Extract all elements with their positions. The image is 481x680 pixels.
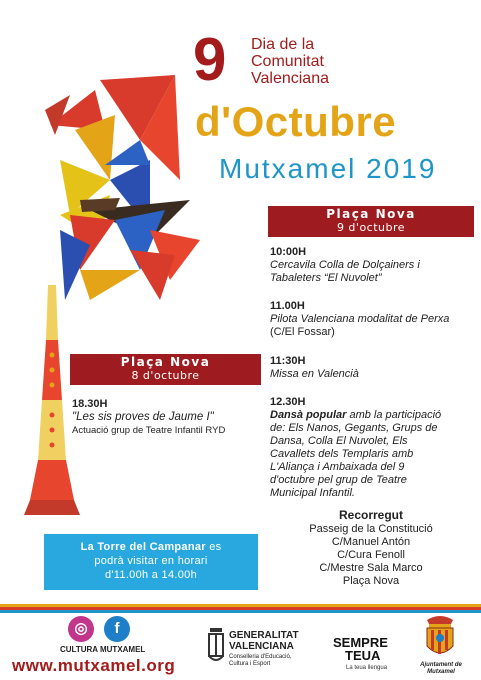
- sempre-teua-sub: La teua llengua: [346, 665, 388, 671]
- event-1: 10:00H Cercavila Colla de Dolçainers i Tabaleters “El Nuvolet”: [270, 246, 420, 284]
- stripe-blue: [0, 610, 481, 613]
- facebook-icon[interactable]: f: [104, 616, 130, 642]
- generalitat-name: GENERALITAT VALENCIANA: [229, 630, 299, 652]
- event-2: 11.00H Pilota Valenciana modalitat de Perxa (C/El Fossar): [270, 300, 450, 338]
- ajuntament-label: Ajuntament de Mutxamel: [420, 662, 462, 675]
- plaza-a-header: [268, 206, 474, 237]
- route-title: Recorregut: [338, 508, 403, 522]
- coat-of-arms-icon: [421, 612, 459, 662]
- plaza-b-date: 8 d'octubre: [131, 369, 200, 382]
- culture-label: CULTURA MUTXAMEL: [60, 645, 146, 654]
- instagram-icon[interactable]: ◎: [68, 616, 94, 642]
- town-year: Mutxamel 2019: [219, 153, 437, 184]
- dragon-illustration: [0, 70, 200, 530]
- event-4: 12.30H Dansà popular amb la participació de: Els Nanos, Gegants, Grups de Dansa, Colla El Nuvolet, Els Cavallets dels Templaris amb L'Aliança i Ambaixada del 9 d'octubre pel grup de Teatre Municipal Infantil.: [270, 396, 442, 499]
- holiday-name: Dia de la Comunitat Valenciana: [251, 36, 329, 87]
- website-link[interactable]: www.mutxamel.org: [12, 656, 176, 675]
- sempre-teua-logo: SEMPRE TEUA: [333, 635, 388, 663]
- route: Recorregut Passeig de la Constitució C/Manuel Antón C/Cura Fenoll C/Mestre Sala Marco Plaça Nova: [268, 508, 474, 588]
- month-title: d'Octubre: [195, 98, 397, 145]
- plaza-b-title: Plaça Nova: [120, 355, 211, 369]
- plaza-b-event: 18.30H "Les sis proves de Jaume I" Actuació grup de Teatre Infantil RYD: [72, 398, 226, 436]
- plaza-a-title: Plaça Nova: [326, 207, 416, 221]
- day-number: 9: [193, 26, 227, 93]
- event-3: 11:30H Missa en Valencià: [270, 355, 359, 380]
- generalitat-dept: Conselleria d'Educació, Cultura i Esport: [229, 654, 292, 667]
- plaza-a-date: 9 d'octubre: [336, 221, 406, 234]
- tower-visit-info: La Torre del Campanar es podrà visitar en horari d'11.00h a 14.00h: [44, 534, 258, 590]
- generalitat-logo-icon: [206, 626, 226, 666]
- plaza-b-header: [70, 354, 261, 385]
